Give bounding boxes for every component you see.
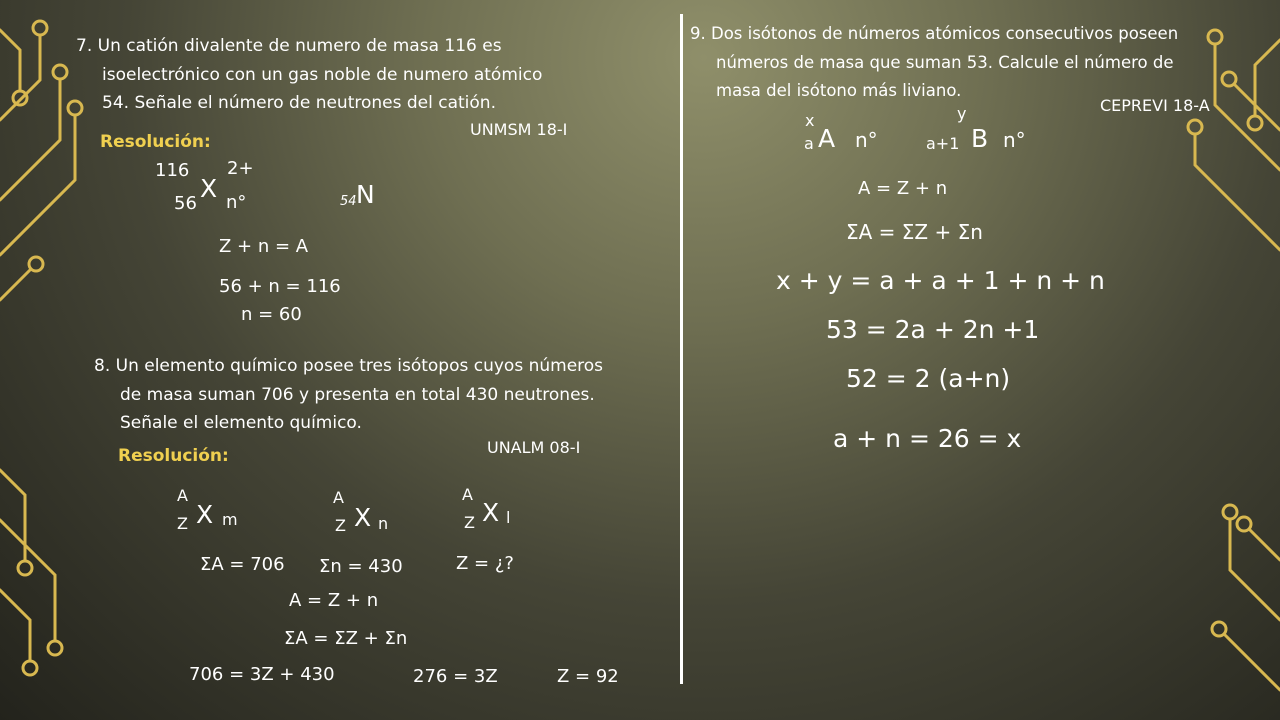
- problem8-statement: [94, 352, 603, 438]
- cation-mass-number: 116: [155, 160, 190, 181]
- isotope-3-neutrons: l: [506, 508, 511, 527]
- problem9-line-2: números de masa que suman 53. Calcule el número de: [716, 52, 1174, 72]
- problem7-step-2: 56 + n = 116: [219, 276, 341, 297]
- column-divider: [680, 14, 683, 684]
- problem7-step-3: n = 60: [241, 304, 302, 325]
- isotone-a-neutrons: n°: [855, 128, 878, 152]
- isotope-1-neutrons: m: [222, 510, 238, 529]
- cation-atomic-number: 56: [174, 193, 197, 214]
- problem7-line-1: 7. Un catión divalente de numero de masa 116 es: [76, 36, 502, 56]
- problem9-step-4: 53 = 2a + 2n +1: [826, 315, 1040, 344]
- isotope-1-atomic: Z: [177, 514, 188, 533]
- isotope-2-symbol: X: [354, 503, 372, 532]
- problem7-line-3: 54. Señale el número de neutrones del catión.: [102, 93, 496, 113]
- problem9-statement: [690, 20, 1178, 106]
- problem8-eq-5: Z = 92: [557, 666, 619, 687]
- cation-charge: 2+: [227, 158, 254, 179]
- problem9-step-6: a + n = 26 = x: [833, 424, 1022, 453]
- problem8-eq-4: 276 = 3Z: [413, 666, 498, 687]
- problem9-line-3: masa del isótono más liviano.: [716, 81, 962, 100]
- problem8-eq-1: A = Z + n: [289, 590, 379, 611]
- isotone-b-neutrons: n°: [1003, 128, 1026, 152]
- problem8-line-2: de masa suman 706 y presenta en total 430 neutrones.: [120, 384, 595, 405]
- problem8-eq-2: ΣA = ΣZ + Σn: [284, 628, 408, 649]
- problem8-line-1: 8. Un elemento químico posee tres isótopos cuyos números: [94, 356, 604, 376]
- isotone-a-symbol: A: [818, 124, 836, 153]
- z-question: Z = ¿?: [456, 553, 514, 574]
- problem9-step-3: x + y = a + a + 1 + n + n: [776, 266, 1105, 295]
- gas-symbol: N: [356, 180, 375, 209]
- problem8-source: UNALM 08-I: [487, 438, 581, 457]
- problem9-step-1: A = Z + n: [858, 178, 948, 199]
- sum-mass-numbers: ΣA = 706: [200, 554, 285, 575]
- problem7-source: UNMSM 18-I: [470, 120, 568, 139]
- isotone-a-mass: x: [805, 111, 815, 130]
- problem7-step-1: Z + n = A: [219, 236, 309, 257]
- isotope-3-mass: A: [462, 485, 473, 504]
- problem9-line-1: 9. Dos isótonos de números atómicos consecutivos poseen: [690, 24, 1179, 43]
- gas-atomic-number: 54: [340, 194, 357, 209]
- isotone-b-mass: y: [957, 104, 967, 123]
- isotone-a-atomic: a: [804, 134, 814, 153]
- isotope-2-mass: A: [333, 488, 344, 507]
- problem9-source: CEPREVI 18-A: [1100, 96, 1210, 115]
- isotope-3-atomic: Z: [464, 513, 475, 532]
- problem7-statement: [76, 32, 542, 118]
- isotope-1-symbol: X: [196, 500, 214, 529]
- sum-neutrons: Σn = 430: [319, 556, 403, 577]
- problem8-eq-3: 706 = 3Z + 430: [189, 664, 335, 685]
- isotone-b-atomic: a+1: [926, 134, 960, 153]
- cation-neutrons: n°: [226, 192, 247, 213]
- isotone-b-symbol: B: [971, 124, 989, 153]
- problem8-resolution-label: Resolución:: [118, 446, 229, 466]
- isotope-2-atomic: Z: [335, 516, 346, 535]
- problem9-step-5: 52 = 2 (a+n): [846, 364, 1011, 393]
- problem8-line-3: Señale el elemento químico.: [120, 413, 362, 433]
- isotope-3-symbol: X: [482, 498, 500, 527]
- isotope-2-neutrons: n: [378, 514, 389, 533]
- isotope-1-mass: A: [177, 486, 188, 505]
- cation-symbol: X: [200, 174, 218, 203]
- problem7-resolution-label: Resolución:: [100, 132, 211, 152]
- problem7-line-2: isoelectrónico con un gas noble de numero atómico: [102, 64, 543, 85]
- problem9-step-2: ΣA = ΣZ + Σn: [846, 220, 983, 244]
